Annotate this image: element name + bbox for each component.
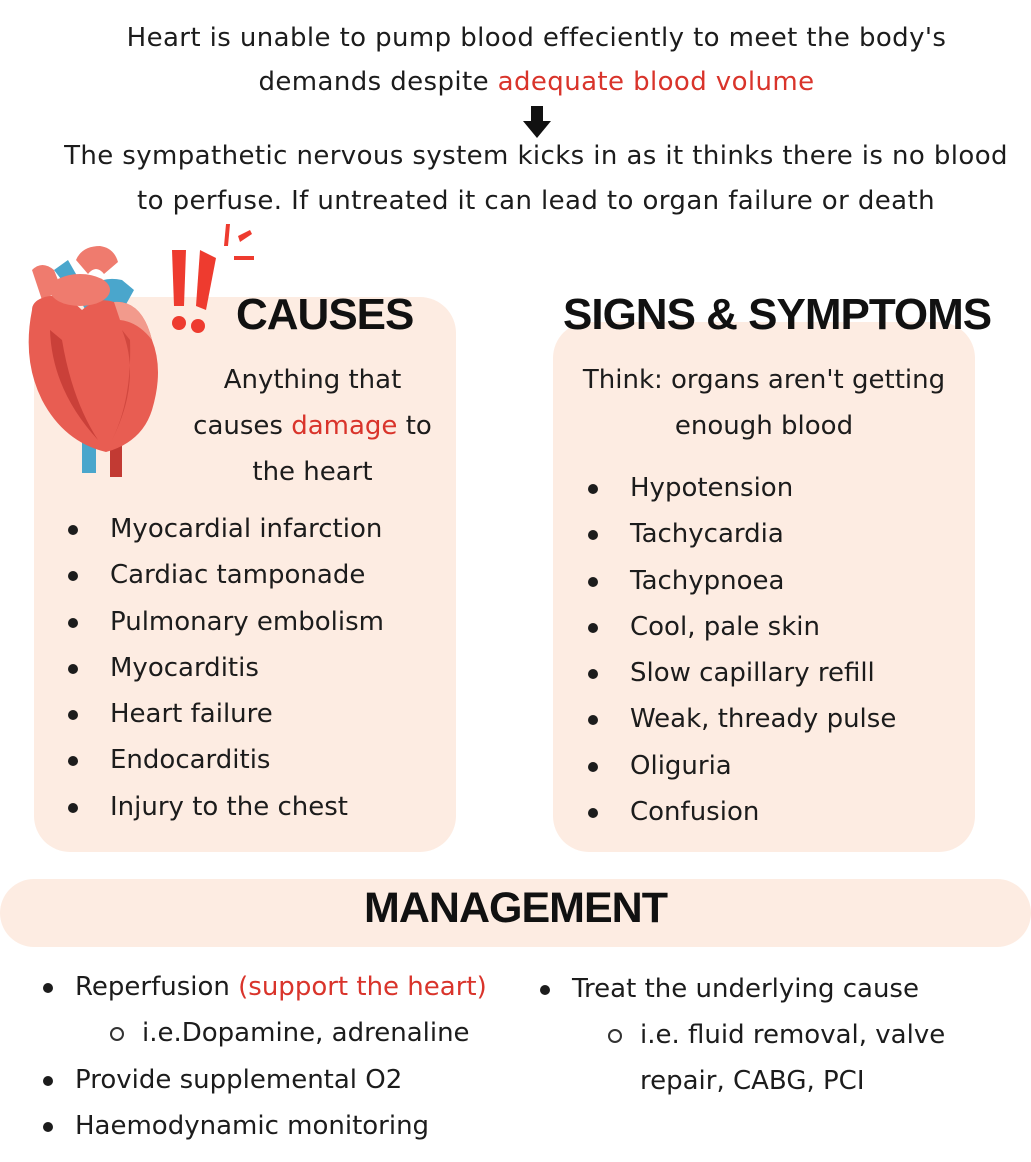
causes-intro bbox=[175, 357, 450, 495]
signs-intro-line-2: enough blood bbox=[674, 411, 854, 441]
mgmt-item-highlight: (support the heart) bbox=[238, 972, 487, 1002]
sub-bullet-icon bbox=[608, 1029, 622, 1043]
list-item: Confusion bbox=[584, 789, 896, 835]
mgmt-item-label: Treat the underlying cause bbox=[572, 974, 919, 1004]
list-item: Injury to the chest bbox=[64, 784, 384, 830]
list-item: Heart failure bbox=[64, 691, 384, 737]
causes-intro-line-2 bbox=[175, 403, 450, 449]
signs-list bbox=[584, 465, 896, 835]
bullet-icon bbox=[43, 983, 53, 993]
sub-bullet-icon bbox=[110, 1027, 124, 1041]
management-heading: MANAGEMENT bbox=[364, 884, 667, 932]
bullet-icon bbox=[43, 1076, 53, 1086]
list-item: Oliguria bbox=[584, 743, 896, 789]
intro-line-4: to perfuse. If untreated it can lead to organ failure or death bbox=[137, 186, 935, 216]
causes-intro-line-1: Anything that bbox=[223, 365, 402, 395]
intro-line-2 bbox=[0, 60, 1031, 105]
mgmt-subitem-label: repair, CABG, PCI bbox=[640, 1066, 865, 1096]
list-item: Slow capillary refill bbox=[584, 650, 896, 696]
mgmt-item-reperfusion bbox=[75, 964, 487, 1010]
list-item: Cool, pale skin bbox=[584, 604, 896, 650]
list-item: Weak, thready pulse bbox=[584, 696, 896, 742]
causes-intro-line-3: the heart bbox=[252, 457, 373, 487]
mgmt-subitem-dopamine bbox=[142, 1010, 470, 1056]
signs-intro-line-1: Think: organs aren't getting bbox=[582, 365, 946, 395]
list-item: Myocarditis bbox=[64, 645, 384, 691]
mgmt-subitem-label: i.e.Dopamine, adrenaline bbox=[142, 1018, 470, 1048]
list-item: Hypotension bbox=[584, 465, 896, 511]
list-item: Tachypnoea bbox=[584, 558, 896, 604]
causes-highlight: damage bbox=[291, 411, 398, 441]
bullet-icon bbox=[43, 1122, 53, 1132]
list-item: Myocardial infarction bbox=[64, 506, 384, 552]
list-item: Tachycardia bbox=[584, 511, 896, 557]
list-item: Pulmonary embolism bbox=[64, 599, 384, 645]
intro-highlight: adequate blood volume bbox=[497, 67, 815, 97]
mgmt-item-monitoring bbox=[75, 1103, 429, 1149]
causes-heading: CAUSES bbox=[236, 290, 414, 339]
intro-line-3: The sympathetic nervous system kicks in as it thinks there is no blood bbox=[64, 141, 1008, 171]
mgmt-item-underlying-cause bbox=[572, 966, 919, 1012]
mgmt-item-oxygen bbox=[75, 1057, 402, 1103]
causes-list bbox=[64, 506, 384, 830]
mgmt-subitem-interventions-cont bbox=[640, 1058, 865, 1104]
mgmt-subitem-interventions bbox=[640, 1012, 945, 1058]
signs-intro bbox=[553, 357, 975, 449]
mgmt-subitem-label: i.e. fluid removal, valve bbox=[640, 1020, 946, 1050]
mgmt-item-label: Reperfusion bbox=[75, 972, 239, 1002]
intro-line-1: Heart is unable to pump blood effeciently to meet the body's bbox=[126, 23, 947, 53]
causes-intro-prefix: causes bbox=[193, 411, 292, 441]
list-item: Cardiac tamponade bbox=[64, 552, 384, 598]
causes-intro-suffix: to bbox=[397, 411, 432, 441]
signs-heading: SIGNS & SYMPTOMS bbox=[563, 290, 992, 339]
mgmt-item-label: Haemodynamic monitoring bbox=[75, 1111, 430, 1141]
list-item: Endocarditis bbox=[64, 737, 384, 783]
bullet-icon bbox=[540, 985, 550, 995]
intro-line-2-prefix: demands despite bbox=[258, 67, 498, 97]
mgmt-item-label: Provide supplemental O2 bbox=[75, 1065, 403, 1095]
